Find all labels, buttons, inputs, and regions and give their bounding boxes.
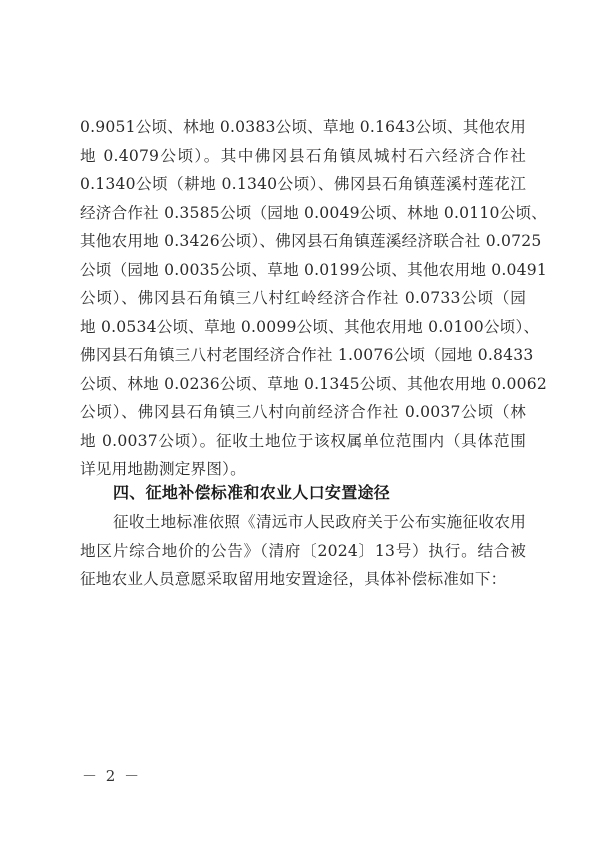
paragraph-line: 详见用地勘测定界图）。 bbox=[80, 460, 246, 478]
paragraph-line: 征收土地标准依照《清远市人民政府关于公布实施征收农用 bbox=[113, 513, 526, 531]
paragraph-line: 地区片综合地价的公告》（清府〔2024〕13号）执行。结合被 bbox=[80, 541, 526, 560]
paragraph-line: 0.1340公顷（耕地 0.1340公顷）、佛冈县石角镇莲溪村莲花江 bbox=[80, 175, 526, 193]
paragraph-line: 地 0.0534公顷、草地 0.0099公顷、其他农用地 0.0100公顷）、 bbox=[80, 317, 540, 336]
paragraph-line: 征地农业人员意愿采取留用地安置途径，具体补偿标准如下： bbox=[80, 570, 507, 588]
paragraph-line: 公顷）、佛冈县石角镇三八村红岭经济合作社 0.0733公顷（园 bbox=[80, 289, 526, 307]
paragraph-line: 佛冈县石角镇三八村老围经济合作社 1.0076公顷（园地 0.8433 bbox=[80, 346, 534, 364]
paragraph-line: 0.9051公顷、林地 0.0383公顷、草地 0.1643公顷、其他农用 bbox=[80, 118, 527, 136]
paragraph-line: 经济合作社 0.3585公顷（园地 0.0049公顷、林地 0.0110公顷、 bbox=[80, 203, 548, 222]
paragraph-line: 公顷、林地 0.0236公顷、草地 0.1345公顷、其他农用地 0.0062 bbox=[80, 374, 548, 393]
paragraph-line: 地 0.4079公顷）。其中佛冈县石角镇凤城村石六经济合作社 bbox=[80, 146, 526, 165]
paragraph-line: 公顷（园地 0.0035公顷、草地 0.0199公顷、其他农用地 0.0491 bbox=[80, 260, 548, 279]
paragraph-line: 其他农用地 0.3426公顷）、佛冈县石角镇莲溪经济联合社 0.0725 bbox=[80, 232, 542, 250]
page-number: － 2 － bbox=[82, 767, 142, 785]
section-heading: 四、征地补偿标准和农业人口安置途径 bbox=[113, 483, 391, 502]
paragraph-line: 地 0.0037公顷）。征收土地位于该权属单位范围内（具体范围 bbox=[80, 431, 526, 450]
paragraph-line: 公顷）、佛冈县石角镇三八村向前经济合作社 0.0037公顷（林 bbox=[80, 403, 526, 421]
